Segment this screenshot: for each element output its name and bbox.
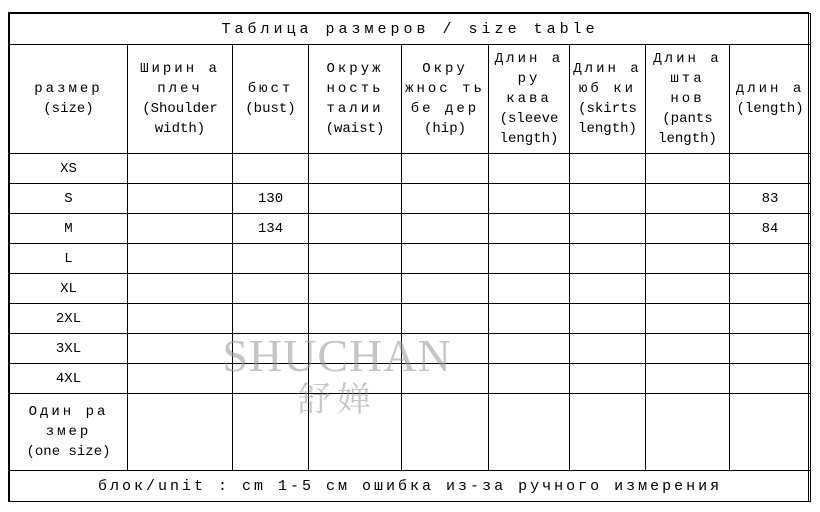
bust-cell xyxy=(233,304,309,334)
skirt-cell xyxy=(570,244,646,274)
size-table xyxy=(9,13,811,502)
one-size-en: (one size) xyxy=(26,444,111,460)
column-header-en: (waist) xyxy=(325,121,385,137)
table-title: Таблица размеров / size table xyxy=(10,14,811,45)
pants-cell xyxy=(646,364,730,394)
sleeve-cell xyxy=(489,214,570,244)
column-header xyxy=(402,45,489,154)
hip-cell xyxy=(402,184,489,214)
column-header-ru: Ширин а плеч xyxy=(140,61,220,97)
column-header-ru: Длин а юб ки xyxy=(573,61,642,97)
column-header-ru: Длин а ру кава xyxy=(494,51,564,107)
shoulder-cell xyxy=(128,364,233,394)
sleeve-cell xyxy=(489,334,570,364)
length-cell: 84 xyxy=(730,214,811,244)
bust-cell xyxy=(233,154,309,184)
empty-cell xyxy=(570,394,646,471)
table-row xyxy=(10,304,811,334)
hip-cell xyxy=(402,274,489,304)
empty-cell xyxy=(489,394,570,471)
pants-cell xyxy=(646,214,730,244)
pants-cell xyxy=(646,274,730,304)
table-row-one-size xyxy=(10,394,811,471)
size-cell: S xyxy=(10,184,128,214)
hip-cell xyxy=(402,304,489,334)
watermark-latin: SHUCHAN xyxy=(222,330,452,381)
sleeve-cell xyxy=(489,304,570,334)
one-size-ru: Один ра змер xyxy=(28,404,109,440)
sleeve-cell xyxy=(489,364,570,394)
skirt-cell xyxy=(570,274,646,304)
column-header-en: (size) xyxy=(43,101,94,117)
length-cell xyxy=(730,304,811,334)
hip-cell xyxy=(402,214,489,244)
column-header xyxy=(233,45,309,154)
table-row xyxy=(10,244,811,274)
pants-cell xyxy=(646,154,730,184)
skirt-cell xyxy=(570,334,646,364)
pants-cell xyxy=(646,244,730,274)
waist-cell xyxy=(309,154,402,184)
shoulder-cell xyxy=(128,304,233,334)
column-header xyxy=(128,45,233,154)
shoulder-cell xyxy=(128,184,233,214)
length-cell xyxy=(730,274,811,304)
empty-cell xyxy=(646,394,730,471)
column-header-en: (skirts length) xyxy=(578,101,637,137)
column-header-ru: Окру жнос ть бе дер xyxy=(405,61,485,117)
bust-cell: 134 xyxy=(233,214,309,244)
waist-cell xyxy=(309,304,402,334)
shoulder-cell xyxy=(128,214,233,244)
waist-cell xyxy=(309,244,402,274)
skirt-cell xyxy=(570,214,646,244)
skirt-cell xyxy=(570,364,646,394)
waist-cell xyxy=(309,364,402,394)
empty-cell xyxy=(730,394,811,471)
size-cell: 3XL xyxy=(10,334,128,364)
column-header-ru: Длин а шта нов xyxy=(653,51,722,107)
sleeve-cell xyxy=(489,244,570,274)
bust-cell xyxy=(233,334,309,364)
waist-cell xyxy=(309,214,402,244)
size-cell: M xyxy=(10,214,128,244)
pants-cell xyxy=(646,334,730,364)
hip-cell xyxy=(402,244,489,274)
empty-cell xyxy=(309,394,402,471)
column-header xyxy=(730,45,811,154)
waist-cell xyxy=(309,274,402,304)
table-row xyxy=(10,364,811,394)
length-cell xyxy=(730,154,811,184)
length-cell xyxy=(730,244,811,274)
bust-cell xyxy=(233,244,309,274)
table-row xyxy=(10,184,811,214)
column-header-en: (bust) xyxy=(245,101,296,117)
size-chart xyxy=(8,12,809,502)
empty-cell xyxy=(128,394,233,471)
bust-cell xyxy=(233,274,309,304)
column-header-en: (sleeve length) xyxy=(499,111,559,147)
column-header xyxy=(570,45,646,154)
hip-cell xyxy=(402,154,489,184)
watermark-cjk: 舒婵 xyxy=(297,380,377,420)
empty-cell xyxy=(402,394,489,471)
bust-cell xyxy=(233,364,309,394)
size-cell: L xyxy=(10,244,128,274)
size-cell xyxy=(10,394,128,471)
table-row xyxy=(10,154,811,184)
shoulder-cell xyxy=(128,244,233,274)
column-header xyxy=(489,45,570,154)
shoulder-cell xyxy=(128,334,233,364)
size-cell: 4XL xyxy=(10,364,128,394)
column-header xyxy=(309,45,402,154)
empty-cell xyxy=(233,394,309,471)
waist-cell xyxy=(309,334,402,364)
skirt-cell xyxy=(570,184,646,214)
hip-cell xyxy=(402,334,489,364)
hip-cell xyxy=(402,364,489,394)
column-header-ru: длин а xyxy=(735,81,805,97)
bust-cell: 130 xyxy=(233,184,309,214)
skirt-cell xyxy=(570,304,646,334)
shoulder-cell xyxy=(128,274,233,304)
column-header xyxy=(10,45,128,154)
column-header-en: (hip) xyxy=(423,121,466,137)
skirt-cell xyxy=(570,154,646,184)
table-row xyxy=(10,214,811,244)
sleeve-cell xyxy=(489,154,570,184)
column-header-en: (Shoulder width) xyxy=(142,101,218,137)
column-header-ru: Окруж ность талии xyxy=(326,61,384,117)
length-cell xyxy=(730,334,811,364)
size-cell: XL xyxy=(10,274,128,304)
column-header-ru: размер xyxy=(34,81,103,97)
length-cell xyxy=(730,364,811,394)
table-row xyxy=(10,274,811,304)
column-header-en: (length) xyxy=(736,101,804,117)
sleeve-cell xyxy=(489,184,570,214)
size-cell: 2XL xyxy=(10,304,128,334)
column-header xyxy=(646,45,730,154)
column-header-en: (pants length) xyxy=(658,111,717,147)
sleeve-cell xyxy=(489,274,570,304)
length-cell: 83 xyxy=(730,184,811,214)
waist-cell xyxy=(309,184,402,214)
pants-cell xyxy=(646,184,730,214)
size-cell: XS xyxy=(10,154,128,184)
column-header-ru: бюст xyxy=(247,81,294,97)
table-row xyxy=(10,334,811,364)
footer-note: блок/unit : cm 1-5 см ошибка из-за ручного измерения xyxy=(10,471,811,502)
shoulder-cell xyxy=(128,154,233,184)
pants-cell xyxy=(646,304,730,334)
